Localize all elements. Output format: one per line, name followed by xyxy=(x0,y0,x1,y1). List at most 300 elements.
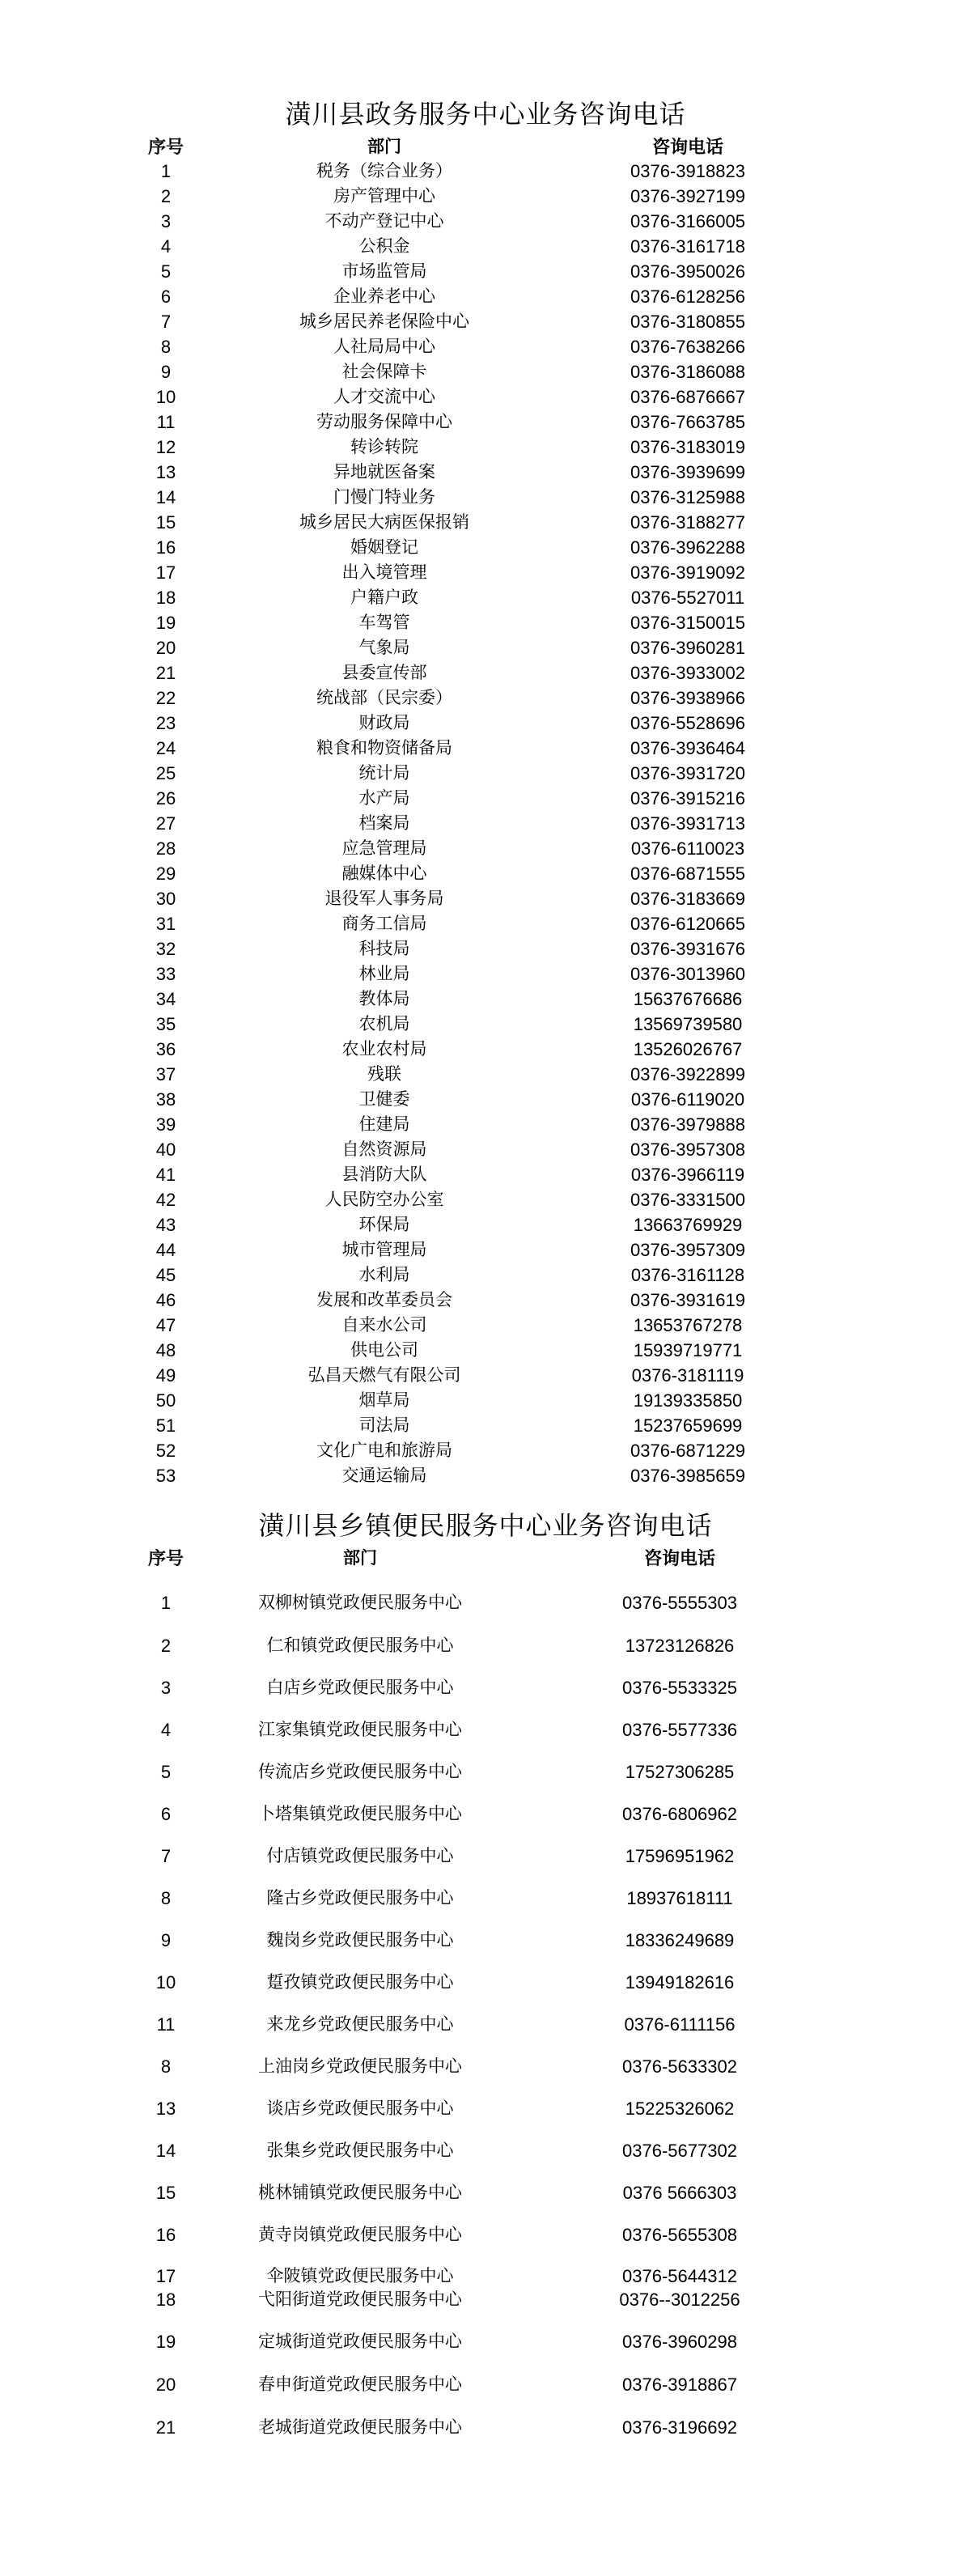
row-number: 8 xyxy=(160,1888,172,1908)
table-row xyxy=(0,1886,971,1911)
row-number: 26 xyxy=(155,788,176,808)
row-phone: 0376-5677302 xyxy=(622,2141,737,2161)
row-number: 5 xyxy=(160,1762,172,1782)
row-department: 人民防空办公室 xyxy=(324,1190,444,1209)
row-phone: 0376-5644312 xyxy=(622,2266,737,2286)
row-number: 19 xyxy=(155,2332,176,2352)
row-number: 2 xyxy=(160,186,172,206)
row-number: 31 xyxy=(155,914,176,934)
row-department: 车驾管 xyxy=(358,613,410,632)
row-number: 6 xyxy=(160,286,172,307)
header-no: 序号 xyxy=(147,137,184,157)
row-phone: 0376-6120665 xyxy=(630,914,745,934)
table-row xyxy=(0,1313,971,1338)
row-department: 白店乡党政便民服务中心 xyxy=(266,1678,454,1697)
table-row xyxy=(0,1844,971,1869)
row-department: 伞陂镇党政便民服务中心 xyxy=(266,2266,454,2285)
section1-title: 潢川县政务服务中心业务咨询电话 xyxy=(285,99,686,129)
row-phone: 0376-3150015 xyxy=(630,613,745,633)
table-row xyxy=(0,2287,971,2312)
row-phone: 0376-6119020 xyxy=(630,1089,745,1110)
row-phone: 0376-3950026 xyxy=(630,261,745,282)
row-number: 34 xyxy=(155,989,176,1009)
row-number: 11 xyxy=(156,2014,176,2035)
row-phone: 18336249689 xyxy=(625,1930,735,1950)
row-department: 统计局 xyxy=(358,763,410,783)
row-number: 36 xyxy=(155,1039,176,1059)
row-phone: 17527306285 xyxy=(625,1762,735,1782)
row-phone: 0376-3931676 xyxy=(630,939,745,959)
row-department: 隆古乡党政便民服务中心 xyxy=(266,1888,454,1908)
row-department: 付店镇党政便民服务中心 xyxy=(266,1846,454,1865)
row-department: 人才交流中心 xyxy=(333,387,435,406)
table-row xyxy=(0,1463,971,1488)
header-tel: 咨询电话 xyxy=(651,137,723,157)
table-row xyxy=(0,485,971,510)
table-row xyxy=(0,1759,971,1785)
row-phone: 0376-3939699 xyxy=(630,462,745,482)
row-number: 29 xyxy=(155,864,176,884)
table-row xyxy=(0,259,971,284)
table-row xyxy=(0,1928,971,1953)
row-number: 53 xyxy=(155,1466,176,1486)
table-row xyxy=(0,460,971,485)
row-number: 8 xyxy=(160,337,172,357)
row-department: 司法局 xyxy=(358,1415,410,1435)
row-department: 林业局 xyxy=(358,964,410,983)
row-number: 17 xyxy=(155,2266,176,2286)
row-department: 环保局 xyxy=(358,1215,410,1234)
table-row xyxy=(0,961,971,987)
row-department: 税务（综合业务） xyxy=(316,161,452,180)
row-phone: 19139335850 xyxy=(633,1390,743,1411)
row-number: 32 xyxy=(155,939,176,959)
table-row xyxy=(0,685,971,711)
table-row xyxy=(0,1388,971,1413)
row-number: 42 xyxy=(155,1190,176,1210)
row-number: 3 xyxy=(160,211,172,231)
row-number: 37 xyxy=(155,1064,176,1084)
row-department: 城市管理局 xyxy=(341,1240,427,1259)
row-phone: 0376-5533325 xyxy=(622,1678,737,1698)
row-number: 50 xyxy=(155,1390,176,1411)
row-phone: 0376-5527011 xyxy=(630,588,745,608)
section2-title: 潢川县乡镇便民服务中心业务咨询电话 xyxy=(258,1510,713,1541)
header-tel: 咨询电话 xyxy=(643,1548,715,1568)
row-department: 谈店乡党政便民服务中心 xyxy=(266,2099,454,2118)
table-row xyxy=(0,2329,971,2354)
row-phone: 0376-3166005 xyxy=(630,211,745,231)
row-department: 来龙乡党政便民服务中心 xyxy=(266,2014,454,2034)
table-row xyxy=(0,1237,971,1263)
header-dept: 部门 xyxy=(367,137,401,156)
row-number: 25 xyxy=(155,763,176,783)
table-row xyxy=(0,635,971,660)
row-department: 卫健委 xyxy=(358,1089,410,1109)
table-row xyxy=(0,1633,971,1658)
row-number: 43 xyxy=(155,1215,176,1235)
table-row xyxy=(0,987,971,1012)
row-number: 1 xyxy=(160,161,172,181)
header-dept: 部门 xyxy=(343,1548,377,1568)
row-phone: 0376-6871555 xyxy=(630,864,745,884)
table-row xyxy=(0,1187,971,1212)
row-department: 张集乡党政便民服务中心 xyxy=(266,2141,454,2160)
table-row xyxy=(0,1037,971,1062)
table-row xyxy=(0,911,971,936)
row-phone: 0376-3931619 xyxy=(630,1290,745,1310)
row-phone: 0376-5555303 xyxy=(622,1593,737,1613)
row-number: 14 xyxy=(155,2141,176,2161)
table-row xyxy=(0,1413,971,1438)
row-number: 12 xyxy=(155,437,176,457)
row-department: 县消防大队 xyxy=(341,1165,427,1184)
row-department: 出入境管理 xyxy=(341,562,427,582)
row-department: 黄寺岗镇党政便民服务中心 xyxy=(258,2225,462,2244)
row-department: 气象局 xyxy=(358,638,410,657)
table-row xyxy=(0,1590,971,1615)
row-department: 供电公司 xyxy=(350,1340,418,1360)
row-phone: 0376-3161128 xyxy=(630,1265,745,1285)
row-phone: 0376-3918867 xyxy=(622,2374,737,2395)
table-row xyxy=(0,2415,971,2440)
table-row xyxy=(0,184,971,209)
row-department: 踅孜镇党政便民服务中心 xyxy=(266,1972,454,1992)
row-number: 15 xyxy=(155,512,176,533)
row-department: 退役军人事务局 xyxy=(324,889,444,908)
table-row xyxy=(0,1717,971,1742)
row-department: 应急管理局 xyxy=(341,838,427,858)
row-number: 22 xyxy=(155,688,176,708)
row-phone: 0376-3962288 xyxy=(630,537,745,558)
table-row xyxy=(0,1675,971,1700)
row-department: 上油岗乡党政便民服务中心 xyxy=(258,2056,462,2076)
row-number: 5 xyxy=(160,261,172,282)
row-number: 15 xyxy=(155,2183,176,2203)
row-number: 48 xyxy=(155,1340,176,1360)
row-department: 异地就医备案 xyxy=(333,462,435,482)
row-phone: 0376-7638266 xyxy=(630,337,745,357)
row-department: 商务工信局 xyxy=(341,914,427,933)
table-row xyxy=(0,435,971,460)
row-phone: 0376-3931713 xyxy=(630,813,745,834)
row-department: 农机局 xyxy=(358,1014,410,1033)
row-number: 4 xyxy=(160,1720,172,1740)
row-phone: 15939719771 xyxy=(633,1340,743,1360)
row-number: 9 xyxy=(160,1930,172,1950)
row-number: 9 xyxy=(160,362,172,382)
row-department: 双柳树镇党政便民服务中心 xyxy=(258,1593,462,1612)
row-department: 转诊转院 xyxy=(350,437,418,456)
table-row xyxy=(0,1288,971,1313)
row-phone: 0376-3979888 xyxy=(630,1114,745,1135)
row-number: 13 xyxy=(155,462,176,482)
row-number: 4 xyxy=(160,236,172,257)
row-number: 18 xyxy=(155,588,176,608)
row-phone: 0376-3927199 xyxy=(630,186,745,206)
row-number: 35 xyxy=(155,1014,176,1034)
row-number: 28 xyxy=(155,838,176,859)
row-department: 房产管理中心 xyxy=(333,186,435,206)
row-number: 51 xyxy=(155,1415,176,1436)
table-row xyxy=(0,1012,971,1037)
row-phone: 0376 5666303 xyxy=(622,2183,737,2203)
row-department: 仁和镇党政便民服务中心 xyxy=(266,1636,454,1655)
row-number: 16 xyxy=(155,2225,176,2245)
row-department: 社会保障卡 xyxy=(341,362,427,381)
row-phone: 13653767278 xyxy=(633,1315,743,1335)
table-row xyxy=(0,761,971,786)
table1-header xyxy=(0,134,971,159)
row-number: 52 xyxy=(155,1441,176,1461)
row-department: 户籍户政 xyxy=(350,588,418,607)
row-phone: 0376-3918823 xyxy=(630,161,745,181)
row-phone: 0376-3181119 xyxy=(631,1365,744,1386)
table-row xyxy=(0,1112,971,1137)
row-number: 27 xyxy=(155,813,176,834)
row-phone: 0376-3196692 xyxy=(622,2417,737,2438)
row-phone: 0376-3161718 xyxy=(630,236,745,257)
table-row xyxy=(0,359,971,384)
row-number: 13 xyxy=(155,2099,176,2119)
row-department: 住建局 xyxy=(358,1114,410,1134)
row-phone: 0376-5577336 xyxy=(622,1720,737,1740)
row-phone: 0376-3180855 xyxy=(630,312,745,332)
row-department: 统战部（民宗委） xyxy=(316,688,452,707)
row-phone: 0376-3915216 xyxy=(630,788,745,808)
row-number: 6 xyxy=(160,1804,172,1824)
row-department: 城乡居民养老保险中心 xyxy=(299,312,469,331)
table-row xyxy=(0,284,971,309)
table2-header xyxy=(0,1546,971,1571)
table-row xyxy=(0,811,971,836)
row-phone: 0376-3960281 xyxy=(630,638,745,658)
table-row xyxy=(0,1137,971,1162)
table-row xyxy=(0,1802,971,1827)
row-phone: 0376-3957309 xyxy=(630,1240,745,1260)
table-row xyxy=(0,1162,971,1187)
row-number: 14 xyxy=(155,487,176,507)
row-number: 38 xyxy=(155,1089,176,1110)
row-department: 发展和改革委员会 xyxy=(316,1290,452,1309)
row-number: 44 xyxy=(155,1240,176,1260)
row-number: 16 xyxy=(155,537,176,558)
row-department: 传流店乡党政便民服务中心 xyxy=(258,1762,462,1781)
row-phone: 0376-3186088 xyxy=(630,362,745,382)
table-row xyxy=(0,786,971,811)
row-phone: 15237659699 xyxy=(633,1415,743,1436)
row-phone: 13949182616 xyxy=(625,1972,735,1992)
row-number: 23 xyxy=(155,713,176,733)
row-number: 20 xyxy=(155,638,176,658)
row-phone: 0376-6110023 xyxy=(630,838,745,859)
row-phone: 0376-6111156 xyxy=(624,2014,736,2035)
table-row xyxy=(0,2054,971,2079)
table-row xyxy=(0,1338,971,1363)
row-phone: 0376-6806962 xyxy=(622,1804,737,1824)
table-row xyxy=(0,309,971,334)
row-number: 49 xyxy=(155,1365,176,1386)
row-number: 45 xyxy=(155,1265,176,1285)
table-row xyxy=(0,736,971,761)
row-phone: 18937618111 xyxy=(626,1888,733,1908)
row-phone: 15225326062 xyxy=(625,2099,735,2119)
row-number: 19 xyxy=(155,613,176,633)
table-row xyxy=(0,1062,971,1087)
row-phone: 0376-3919092 xyxy=(630,562,745,583)
table-row xyxy=(0,209,971,234)
row-number: 2 xyxy=(160,1636,172,1656)
row-department: 科技局 xyxy=(358,939,410,958)
row-phone: 0376-5633302 xyxy=(622,2056,737,2077)
row-number: 1 xyxy=(160,1593,172,1613)
table-row xyxy=(0,384,971,410)
row-number: 39 xyxy=(155,1114,176,1135)
table-row xyxy=(0,410,971,435)
row-department: 企业养老中心 xyxy=(333,286,435,306)
row-department: 弘昌天燃气有限公司 xyxy=(307,1365,461,1385)
row-number: 30 xyxy=(155,889,176,909)
row-department: 财政局 xyxy=(358,713,410,732)
row-department: 城乡居民大病医保报销 xyxy=(299,512,469,532)
row-department: 水利局 xyxy=(358,1265,410,1284)
row-phone: 0376-3933002 xyxy=(630,663,745,683)
row-department: 桃林铺镇党政便民服务中心 xyxy=(258,2183,462,2202)
row-number: 10 xyxy=(155,1972,176,1992)
row-department: 残联 xyxy=(367,1064,401,1084)
row-phone: 17596951962 xyxy=(625,1846,735,1866)
table-row xyxy=(0,836,971,861)
row-number: 8 xyxy=(160,2056,172,2077)
row-phone: 0376-3013960 xyxy=(630,964,745,984)
table-row xyxy=(0,1970,971,1995)
row-phone: 0376-6871229 xyxy=(630,1441,745,1461)
table-row xyxy=(0,2372,971,2397)
row-number: 7 xyxy=(160,312,172,332)
table-row xyxy=(0,334,971,359)
row-phone: 0376-3957308 xyxy=(630,1139,745,1160)
row-number: 40 xyxy=(155,1139,176,1160)
row-department: 市场监管局 xyxy=(341,261,427,281)
table-row xyxy=(0,159,971,184)
row-number: 18 xyxy=(155,2290,176,2310)
row-department: 弋阳街道党政便民服务中心 xyxy=(258,2290,462,2309)
row-department: 劳动服务保障中心 xyxy=(316,412,452,431)
row-phone: 0376-3936464 xyxy=(630,738,745,758)
table-row xyxy=(0,936,971,961)
table-row xyxy=(0,711,971,736)
row-department: 春申街道党政便民服务中心 xyxy=(258,2374,462,2394)
table-row xyxy=(0,585,971,610)
table-row xyxy=(0,2180,971,2205)
row-department: 教体局 xyxy=(358,989,410,1008)
row-department: 自然资源局 xyxy=(341,1139,427,1159)
table-row xyxy=(0,510,971,535)
row-department: 门慢门特业务 xyxy=(333,487,435,507)
row-phone: 0376-5528696 xyxy=(630,713,745,733)
row-department: 融媒体中心 xyxy=(341,864,427,883)
row-phone: 0376-3331500 xyxy=(630,1190,745,1210)
table-row xyxy=(0,1363,971,1388)
table-row xyxy=(0,861,971,886)
row-number: 17 xyxy=(155,562,176,583)
row-department: 定城街道党政便民服务中心 xyxy=(258,2332,462,2351)
table-row xyxy=(0,1212,971,1237)
row-phone: 15637676686 xyxy=(633,989,743,1009)
row-department: 农业农村局 xyxy=(341,1039,427,1059)
table-row xyxy=(0,2012,971,2037)
header-no: 序号 xyxy=(147,1548,184,1568)
row-phone: 0376-3188277 xyxy=(630,512,745,533)
row-number: 33 xyxy=(155,964,176,984)
row-department: 公积金 xyxy=(358,236,410,256)
row-number: 7 xyxy=(160,1846,172,1866)
row-phone: 13569739580 xyxy=(633,1014,743,1034)
row-phone: 13663769929 xyxy=(633,1215,743,1235)
row-number: 47 xyxy=(155,1315,176,1335)
row-phone: 0376-3183019 xyxy=(630,437,745,457)
table-row xyxy=(0,2138,971,2163)
row-number: 41 xyxy=(155,1165,176,1185)
row-phone: 0376-3125988 xyxy=(630,487,745,507)
row-department: 文化广电和旅游局 xyxy=(316,1441,452,1460)
row-phone: 0376-3960298 xyxy=(622,2332,737,2352)
table-row xyxy=(0,2222,971,2247)
row-department: 婚姻登记 xyxy=(350,537,418,557)
row-phone: 0376-3966119 xyxy=(630,1165,745,1185)
row-phone: 0376-3931720 xyxy=(630,763,745,783)
row-department: 自来水公司 xyxy=(341,1315,427,1335)
table-row xyxy=(0,660,971,685)
row-phone: 0376--3012256 xyxy=(619,2290,740,2310)
row-number: 24 xyxy=(155,738,176,758)
row-phone: 0376-5655308 xyxy=(622,2225,737,2245)
row-phone: 13526026767 xyxy=(633,1039,743,1059)
row-phone: 0376-3922899 xyxy=(630,1064,745,1084)
row-number: 21 xyxy=(155,663,176,683)
table-row xyxy=(0,560,971,585)
row-phone: 0376-6128256 xyxy=(630,286,745,307)
row-phone: 0376-3938966 xyxy=(630,688,745,708)
table-row xyxy=(0,2096,971,2121)
table-row xyxy=(0,610,971,635)
row-number: 11 xyxy=(156,412,176,432)
row-department: 县委宣传部 xyxy=(341,663,427,682)
row-number: 46 xyxy=(155,1290,176,1310)
row-phone: 0376-7663785 xyxy=(630,412,745,432)
table-row xyxy=(0,886,971,911)
table-row xyxy=(0,234,971,259)
row-number: 21 xyxy=(155,2417,176,2438)
row-department: 不动产登记中心 xyxy=(324,211,444,231)
table-row xyxy=(0,2264,971,2289)
table-row xyxy=(0,1087,971,1112)
row-department: 水产局 xyxy=(358,788,410,808)
row-number: 20 xyxy=(155,2374,176,2395)
row-department: 档案局 xyxy=(358,813,410,833)
row-phone: 13723126826 xyxy=(625,1636,735,1656)
row-department: 江家集镇党政便民服务中心 xyxy=(258,1720,462,1739)
row-department: 魏岗乡党政便民服务中心 xyxy=(266,1930,454,1950)
row-department: 烟草局 xyxy=(358,1390,410,1410)
row-department: 粮食和物资储备局 xyxy=(316,738,452,758)
row-number: 10 xyxy=(155,387,176,407)
table-row xyxy=(0,1263,971,1288)
row-department: 老城街道党政便民服务中心 xyxy=(258,2417,462,2437)
table-row xyxy=(0,1438,971,1463)
row-department: 卜塔集镇党政便民服务中心 xyxy=(258,1804,462,1823)
table-row xyxy=(0,535,971,560)
